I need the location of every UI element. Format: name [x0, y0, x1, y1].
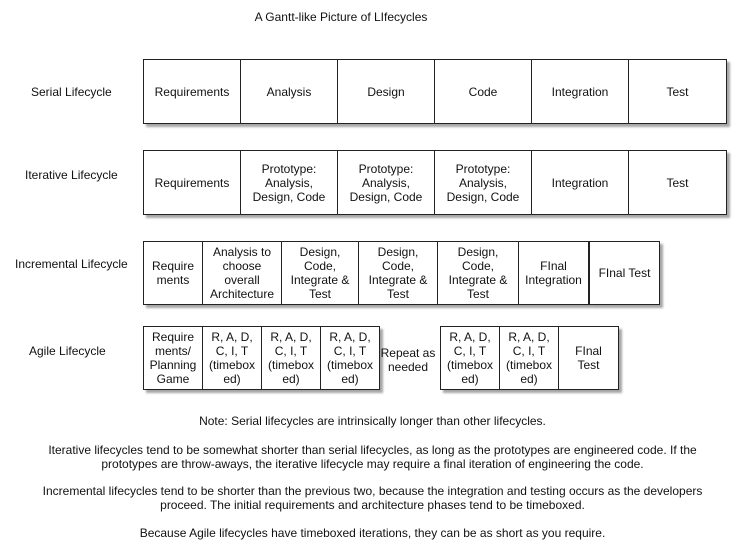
serial-code-phase: Code — [435, 60, 532, 123]
agile-lifecycle-label: Agile Lifecycle — [29, 344, 106, 358]
note-incremental: Incremental lifecycles tend to be shorter than the previous two, because the integration and testing occurs as the developers proceed. The initial requirements and architecture phases tend to be timeboxed. — [42, 484, 703, 512]
incremental-requirements-phase: Require ments — [144, 242, 203, 304]
agile-timeboxed-iteration: R, A, D, C, I, T (timebox ed) — [500, 327, 559, 389]
incremental-increment-phase: Design, Code, Integrate & Test — [438, 242, 519, 304]
agile-repeat-note: Repeat as needed — [380, 346, 436, 374]
iterative-lifecycle-label: Iterative Lifecycle — [25, 168, 118, 182]
incremental-lifecycle-bar — [143, 241, 589, 305]
agile-timeboxed-iteration: R, A, D, C, I, T (timebox ed) — [441, 327, 500, 389]
note-iterative: Iterative lifecycles tend to be somewhat shorter than serial lifecycles, as long as the prototypes are engineered code. If the prototypes are throw-aways, the iterative lifecycle may require a final iteration of engineering the code. — [48, 443, 697, 471]
agile-lifecycle-bar-right — [440, 326, 619, 390]
iterative-prototype-phase: Prototype: Analysis, Design, Code — [435, 151, 532, 214]
incremental-increment-phase: Design, Code, Integrate & Test — [359, 242, 438, 304]
agile-timeboxed-iteration: R, A, D, C, I, T (timebox ed) — [203, 327, 262, 389]
agile-timeboxed-iteration: R, A, D, C, I, T (timebox ed) — [262, 327, 321, 389]
incremental-architecture-phase: Analysis to choose overall Architecture — [203, 242, 282, 304]
note-agile: Because Agile lifecycles have timeboxed iterations, they can be as short as you require. — [139, 526, 606, 540]
serial-integration-phase: Integration — [532, 60, 629, 123]
serial-analysis-phase: Analysis — [241, 60, 338, 123]
iterative-test-phase: Test — [666, 175, 689, 190]
note-serial: Note: Serial lifecycles are intrinsically longer than other lifecycles. — [199, 414, 546, 428]
incremental-lifecycle-label: Incremental Lifecycle — [15, 257, 128, 271]
agile-lifecycle-bar-left — [143, 326, 380, 390]
serial-lifecycle-bar — [143, 59, 727, 124]
iterative-integration-phase: Integration — [532, 151, 629, 214]
iterative-prototype-phase: Prototype: Analysis, Design, Code — [241, 151, 338, 214]
diagram-title: A Gantt-like Picture of LIfecycles — [254, 10, 428, 24]
incremental-increment-phase: Design, Code, Integrate & Test — [282, 242, 359, 304]
incremental-final-test-phase: FInal Test — [598, 266, 651, 280]
serial-requirements-phase: Requirements — [144, 60, 241, 123]
iterative-requirements-phase: Requirements — [144, 151, 241, 214]
agile-final-test-phase: FInal Test — [575, 344, 602, 372]
incremental-final-test-box — [589, 241, 660, 305]
agile-timeboxed-iteration: R, A, D, C, I, T (timebox ed) — [326, 330, 373, 386]
agile-requirements-phase: Require ments/ Planning Game — [144, 327, 203, 389]
serial-lifecycle-label: Serial Lifecycle — [31, 85, 112, 99]
incremental-final-integration-phase: FInal Integration — [525, 259, 582, 287]
serial-design-phase: Design — [338, 60, 435, 123]
iterative-prototype-phase: Prototype: Analysis, Design, Code — [338, 151, 435, 214]
iterative-lifecycle-bar — [143, 150, 727, 215]
serial-test-phase: Test — [666, 84, 689, 99]
